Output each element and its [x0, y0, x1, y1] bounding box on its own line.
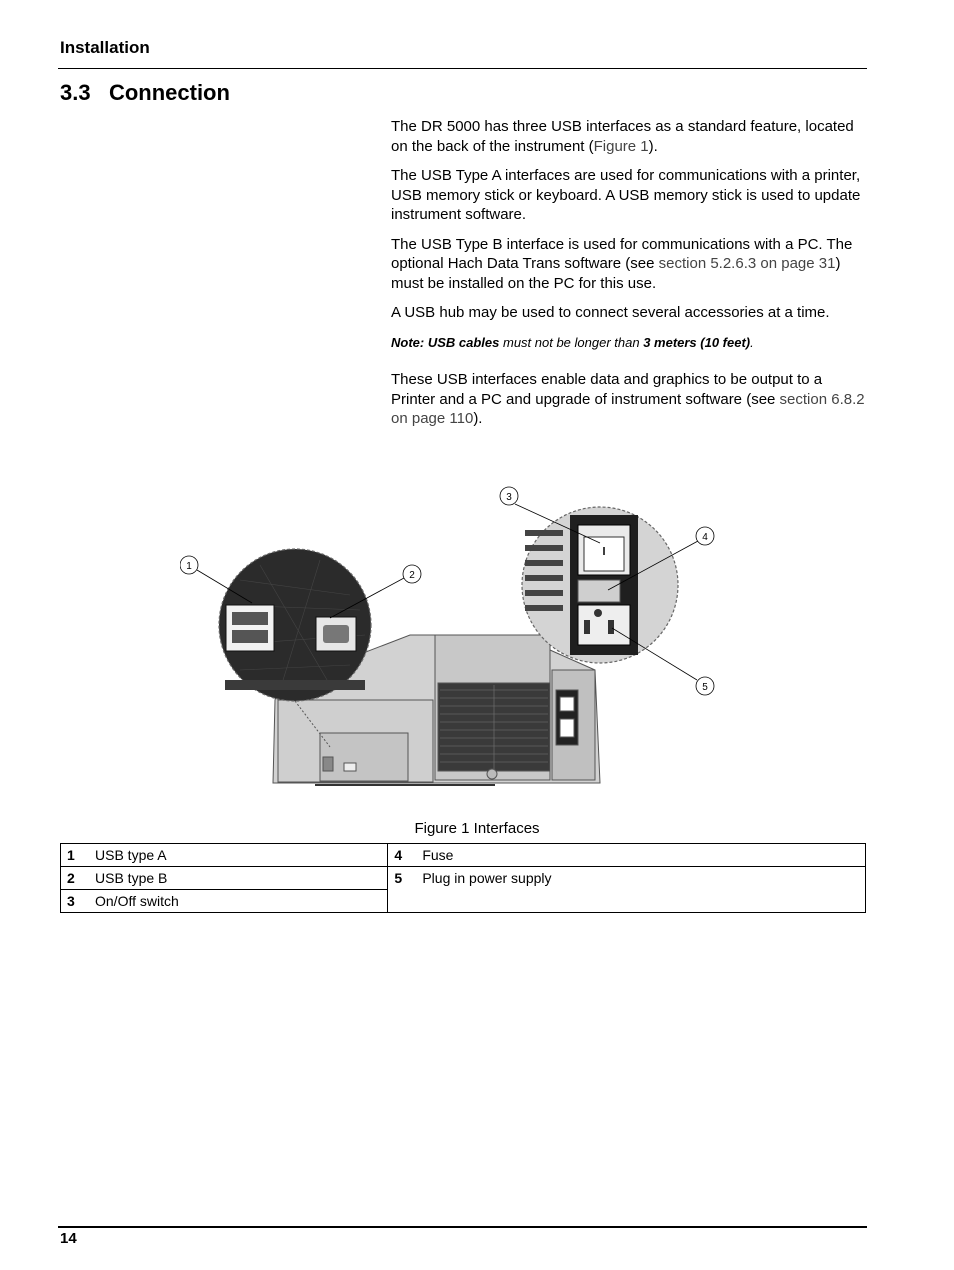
svg-text:2: 2 [409, 570, 415, 581]
paragraph-3: The USB Type B interface is used for communications with a PC. The optional Hach Data Trans software (see section 5.2.6.3 on page 31) must be installed on the PC for this use. [391, 235, 853, 292]
paragraph-4: A USB hub may be used to connect several accessories at a time. [391, 304, 830, 321]
callout-1 [180, 556, 198, 574]
callout-3 [500, 487, 518, 505]
section-number: 3.3 [60, 80, 91, 105]
header-rule [58, 68, 867, 69]
section-title: Connection [108, 80, 230, 105]
running-header: Installation [60, 38, 150, 57]
figure-caption: Figure 1 Interfaces [414, 820, 540, 837]
body-text [391, 117, 866, 439]
section-link-682[interactable]: section 6.8.2 on page 110 [391, 390, 865, 427]
footer-rule [58, 1226, 867, 1228]
callout-2 [403, 565, 421, 583]
svg-text:4: 4 [702, 532, 708, 543]
section-heading [60, 80, 230, 106]
section-link-5263[interactable]: section 5.2.6.3 on page 31 [658, 255, 836, 272]
svg-text:5: 5 [702, 682, 708, 693]
svg-text:1: 1 [186, 561, 192, 572]
table-row: 1 USB type A 4 Fuse [61, 844, 866, 867]
callout-5 [696, 677, 714, 695]
interfaces-figure [180, 485, 720, 790]
table-row: 3 On/Off switch [61, 890, 866, 913]
paragraph-2: The USB Type A interfaces are used for communications with a printer, USB memory stick or keyboard. A USB memory stick is used to update instrument software. [391, 167, 861, 223]
callout-4 [696, 527, 714, 545]
page-number: 14 [60, 1230, 77, 1247]
table-row: 2 USB type B 5 Plug in power supply [61, 867, 866, 890]
note: Note: USB cables must not be longer than 3 meters (10 feet). [391, 334, 754, 350]
paragraph-1: The DR 5000 has three USB interfaces as a standard feature, located on the back of the instrument (Figure 1). [391, 118, 854, 155]
svg-text:3: 3 [506, 492, 512, 503]
paragraph-5: These USB interfaces enable data and graphics to be output to a Printer and a PC and upgrade of instrument software (see section 6.8.2 on page 110). [391, 371, 865, 427]
legend-table [60, 843, 866, 913]
power-detail-magnifier [522, 507, 678, 663]
figure-link[interactable]: Figure 1 [593, 137, 649, 155]
